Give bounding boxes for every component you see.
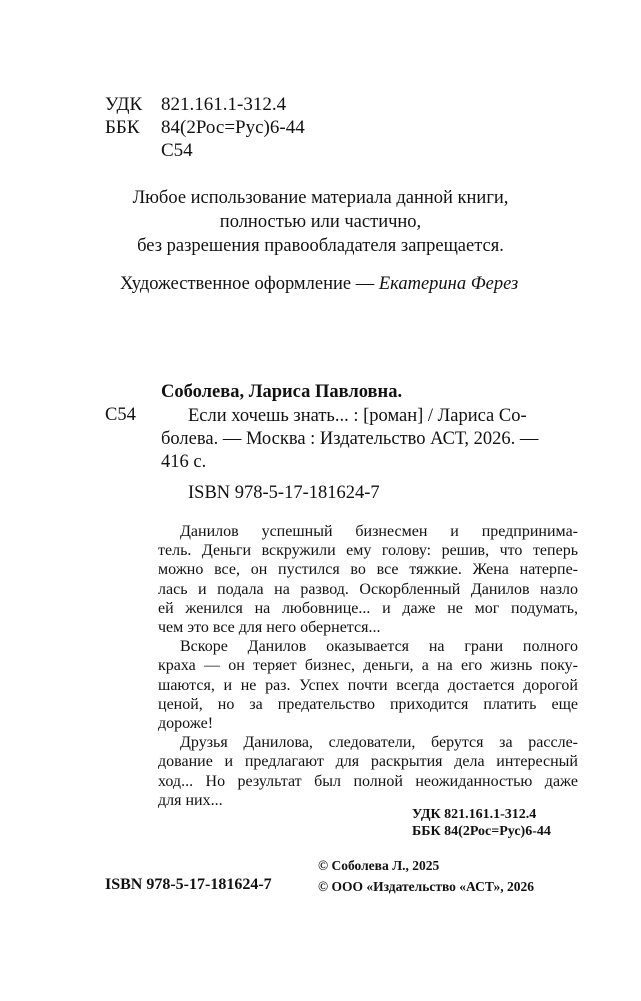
card-isbn: ISBN 978-5-17-181624-7 xyxy=(188,483,380,503)
bbk-value: 84(2Рос=Рус)6-44 xyxy=(161,117,305,138)
footer-bbk: ББК 84(2Рос=Рус)6-44 xyxy=(412,824,551,839)
card-description-line: 416 с. xyxy=(161,452,207,472)
design-credit-label: Художественное оформление — xyxy=(120,274,379,294)
udk-label: УДК xyxy=(105,94,143,115)
bottom-isbn: ISBN 978-5-17-181624-7 xyxy=(105,876,272,893)
annotation-line: для них... xyxy=(158,791,223,809)
annotation-line: дороже! xyxy=(158,715,214,733)
annotation-line: лась и подала на развод. Оскорбленный Данилов назло xyxy=(158,580,578,598)
annotation-line: Друзья Данилова, следователи, берутся за рассле- xyxy=(180,734,578,752)
annotation-line: Вскоре Данилов оказывается на грани полного xyxy=(180,638,578,656)
annotation-line: шаются, и не раз. Успех почти всегда достается дорогой xyxy=(158,676,578,694)
rights-line: полностью или частично, xyxy=(219,212,422,232)
annotation-line: ей женился на любовнице... и даже не мог подумать, xyxy=(158,599,578,617)
annotation-line: дование и предлагают для раскрытия дела интересный xyxy=(158,753,578,771)
annotation-line: тель. Деньги вскружили ему голову: решив, что теперь xyxy=(158,542,578,560)
design-credit xyxy=(120,274,518,295)
copyright-publisher: © ООО «Издательство «АСТ», 2026 xyxy=(318,879,535,894)
annotation-line: можно все, он пустился во все тяжкие. Жена натерпе- xyxy=(158,561,578,579)
copyright-author: © Соболева Л., 2025 xyxy=(318,858,440,873)
rights-notice xyxy=(0,186,641,258)
card-index: С54 xyxy=(105,405,136,425)
rights-line: Любое использование материала данной книги, xyxy=(132,188,509,208)
card-description-line: болева. — Москва : Издательство АСТ, 2026. — xyxy=(161,429,539,449)
annotation-line: краха — он теряет бизнес, деньги, а на его жизнь поку- xyxy=(158,657,578,675)
udk-value: 821.161.1-312.4 xyxy=(161,94,287,115)
annotation xyxy=(158,522,578,810)
bbk-row xyxy=(105,116,305,139)
annotation-line: ход... Но результат был полной неожиданностью даже xyxy=(158,772,578,790)
footer-udk: УДК 821.161.1-312.4 xyxy=(412,807,537,822)
annotation-line: чем это все для него обернется... xyxy=(158,619,381,637)
rights-line: без разрешения правообладателя запрещается. xyxy=(137,236,504,256)
bbk-label: ББК xyxy=(105,117,140,138)
annotation-line: Данилов успешный бизнесмен и предпринима- xyxy=(180,523,578,540)
card-author: Соболева, Лариса Павловна. xyxy=(161,382,403,402)
annotation-line: ценой, но за предательство приходится платить еще xyxy=(158,695,578,713)
author-mark: С54 xyxy=(161,140,193,161)
design-credit-name: Екатерина Ферез xyxy=(378,274,519,294)
card-description-line: Если хочешь знать... : [роман] / Лариса Со- xyxy=(188,406,527,426)
udk-row xyxy=(105,93,286,116)
